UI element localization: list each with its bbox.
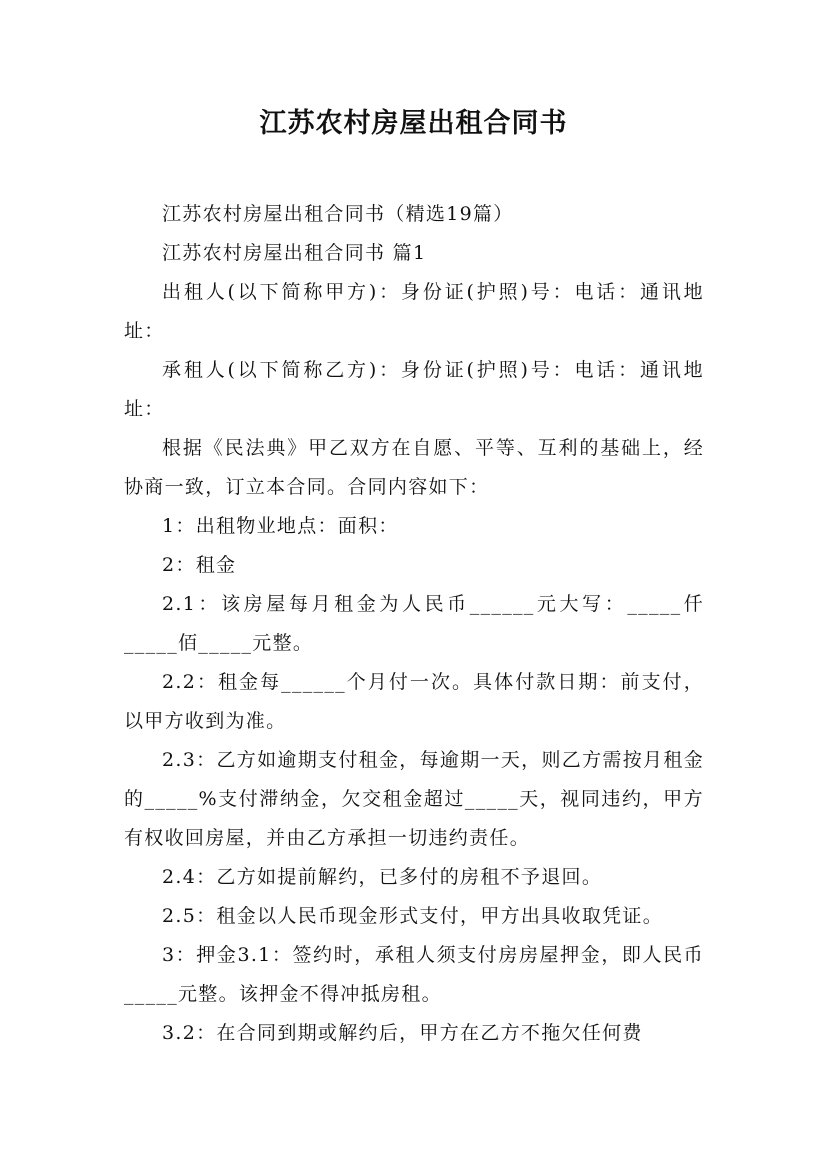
- paragraph: 2.3：乙方如逾期支付租金，每逾期一天，则乙方需按月租金的_____%支付滞纳金，欠交租金超过_____天，视同违约，甲方有权收回房屋，并由乙方承担一切违约责任。: [124, 749, 704, 849]
- paragraph: 2.5：租金以人民币现金形式支付，甲方出具收取凭证。: [162, 905, 664, 927]
- paragraph: 承租人(以下简称乙方)：身份证(护照)号：电话：通讯地址：: [124, 359, 704, 420]
- paragraph: 3.2：在合同到期或解约后，甲方在乙方不拖欠任何费: [162, 1022, 643, 1044]
- paragraph: 出租人(以下简称甲方)：身份证(护照)号：电话：通讯地址：: [124, 281, 704, 342]
- document-body: [124, 195, 704, 1053]
- paragraph: 2：租金: [162, 554, 237, 576]
- paragraph: 江苏农村房屋出租合同书 篇1: [162, 242, 427, 264]
- paragraph: 2.1：该房屋每月租金为人民币______元大写：_____仟_____佰_____元整。: [124, 593, 704, 654]
- paragraph: 2.4：乙方如提前解约，已多付的房租不予退回。: [162, 866, 603, 888]
- paragraph: 根据《民法典》甲乙双方在自愿、平等、互利的基础上，经协商一致，订立本合同。合同内容如下：: [124, 437, 704, 498]
- paragraph: 江苏农村房屋出租合同书（精选19篇）: [162, 203, 514, 225]
- paragraph: 2.2：租金每______个月付一次。具体付款日期：前支付，以甲方收到为准。: [124, 671, 704, 732]
- document-title: 江苏农村房屋出租合同书: [259, 108, 568, 139]
- paragraph: 1：出租物业地点：面积：: [162, 515, 399, 537]
- paragraph: 3：押金3.1：签约时，承租人须支付房房屋押金，即人民币_____元整。该押金不得冲抵房租。: [124, 944, 704, 1005]
